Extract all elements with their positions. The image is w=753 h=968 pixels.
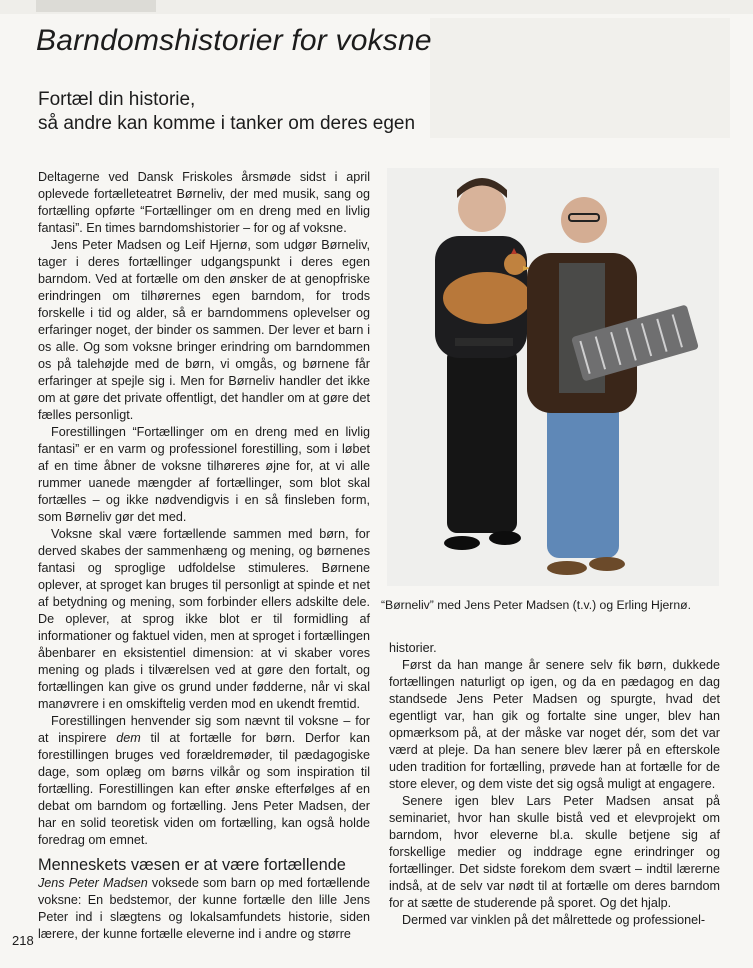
paragraph: Først da han mange år senere selv fik børn, dukkede fortællingen naturligt op igen, og da en pædagog en dag standsede Jens Peter Madsen og spurgte, hvad det egentligt var, han gik og fortalte sine unger, blev han opmærksom på, at der måske var noget dér, som det var værd at pleje. Da han senere blev lærer på en efterskole uden tradition for fortælling, prøvede han at fortælle for de store elever, og dem viste det sig også muligt at engagere. [389, 658, 720, 791]
text-span: voksede som barn op med fortællende voksne: En bedstemor, der kunne fortælle den lille Jens Peter ind i slægtens og lokalsamfundets historie, siden lærere, der kunne fortælle eleverne ind i andre og større [38, 876, 370, 941]
text-span: Forestillingen henvender sig som nævnt til voksne – for at inspirere [38, 714, 370, 745]
text-span: til at fortælle for børn. Derfor kan forestillingen bruges ved forældremøder, til pædagogiske dage, som oplæg om børns vilkår og som inspiration til fortælling. Forestillingen kan efter ønske efterfølges af en debat om barndom og fortælling. Jens Peter Madsen, der har en solid teoretisk viden om fortælling, kan også holde foredrag om emnet. [38, 731, 370, 847]
paragraph: Senere igen blev Lars Peter Madsen ansat på seminariet, hvor han skulle bistå ved et elevprojekt om barndom, hvor eleverne bl.a. skulle betjene sig af forskellige medier og inddrage egne erindringer og fortællinger. Det sidste forekom dem svært – indtil lærerne indså, at de selv var nødt til at fortælle om deres barndom for at sætte de studerende på sporet. Og det hjalp. [389, 794, 720, 910]
article-photo [387, 168, 719, 586]
page-number: 218 [12, 933, 34, 948]
photo-illustration [387, 168, 719, 586]
paragraph: Jens Peter Madsen og Leif Hjernø, som udgør Børneliv, tager i deres fortællinger udgangspunkt i deres egen barndom. Ved at fortælle om den ønsker de at genopfriske erindringen om tilhørernes egen barndom, for trods forskelle i tid og alder, så er barndommens oplevelser og erfaringer noget, der binder os sammen. Der lever et barn i os alle. Og som voksne bringer erindring om barndommen os på talehøjde med de børn, vi omgås, og børnene får erfaringer at spejle sig i. Men for Børneliv handler det ikke om at gøre det private offentligt, det handler om at gøre det fælles personligt. [38, 238, 370, 422]
emphasis: dem [116, 731, 141, 745]
paragraph [38, 875, 370, 943]
bleed-through-area [430, 18, 730, 138]
article-title: Barndomshistorier for voksne [36, 24, 432, 57]
paragraph: Deltagerne ved Dansk Friskoles årsmøde sidst i april oplevede fortælleteatret Børneliv, der med musik, sang og fortælling opførte “Fortællinger om en dreng med en livlig fantasi”. En times barndomshistorier – for og af voksne. [38, 170, 370, 235]
paragraph: historier. [389, 641, 437, 655]
subtitle-line-2: så andre kan komme i tanker om deres egen [38, 113, 416, 134]
right-column [389, 640, 720, 929]
paragraph: Forestillingen “Fortællinger om en dreng med en livlig fantasi” er en varm og professionel forestilling, som i løbet af en time åbner de voksne tilhøreres øjne for, at vi alle rummer uanede mængder af fortællinger, som blot skal fortælles – og ikke nødvendigvis i en så finsleben form, som Børneliv gør det med. [38, 425, 370, 524]
paragraph [38, 713, 370, 849]
photo-caption: “Børneliv” med Jens Peter Madsen (t.v.) og Erling Hjernø. [381, 598, 691, 612]
section-heading: Menneskets væsen er at være fortællende [38, 856, 346, 874]
article-subtitle [38, 88, 458, 136]
paragraph: Voksne skal være fortællende sammen med børn, for derved skabes der sammenhæng og mening, og børnenes fantasi og sproglige udfoldelse stimuleres. Børnene oplever, at sproget kan bruges til personligt at spinde et net af betydning og mening, som forbinder ellers adskilte dele. De oplever, at sprog ikke blot er til formidling af informationer og faktuel viden, men at sproget i fortællingen åbenbarer en eksistentiel dimension: at vi skaber vores mening og plads i tilværelsen ved at gøre den fortalt, og fortællingen kan give os grund under fødderne, når vi skal manøvrere i en omskiftelig verden mod en ukendt fremtid. [38, 527, 370, 711]
emphasis: Jens Peter Madsen [38, 876, 148, 890]
section-tab [36, 0, 156, 12]
left-column [38, 169, 370, 943]
subtitle-line-1: Fortæl din historie, [38, 89, 196, 110]
paragraph: Dermed var vinklen på det målrettede og professionel- [402, 913, 706, 927]
